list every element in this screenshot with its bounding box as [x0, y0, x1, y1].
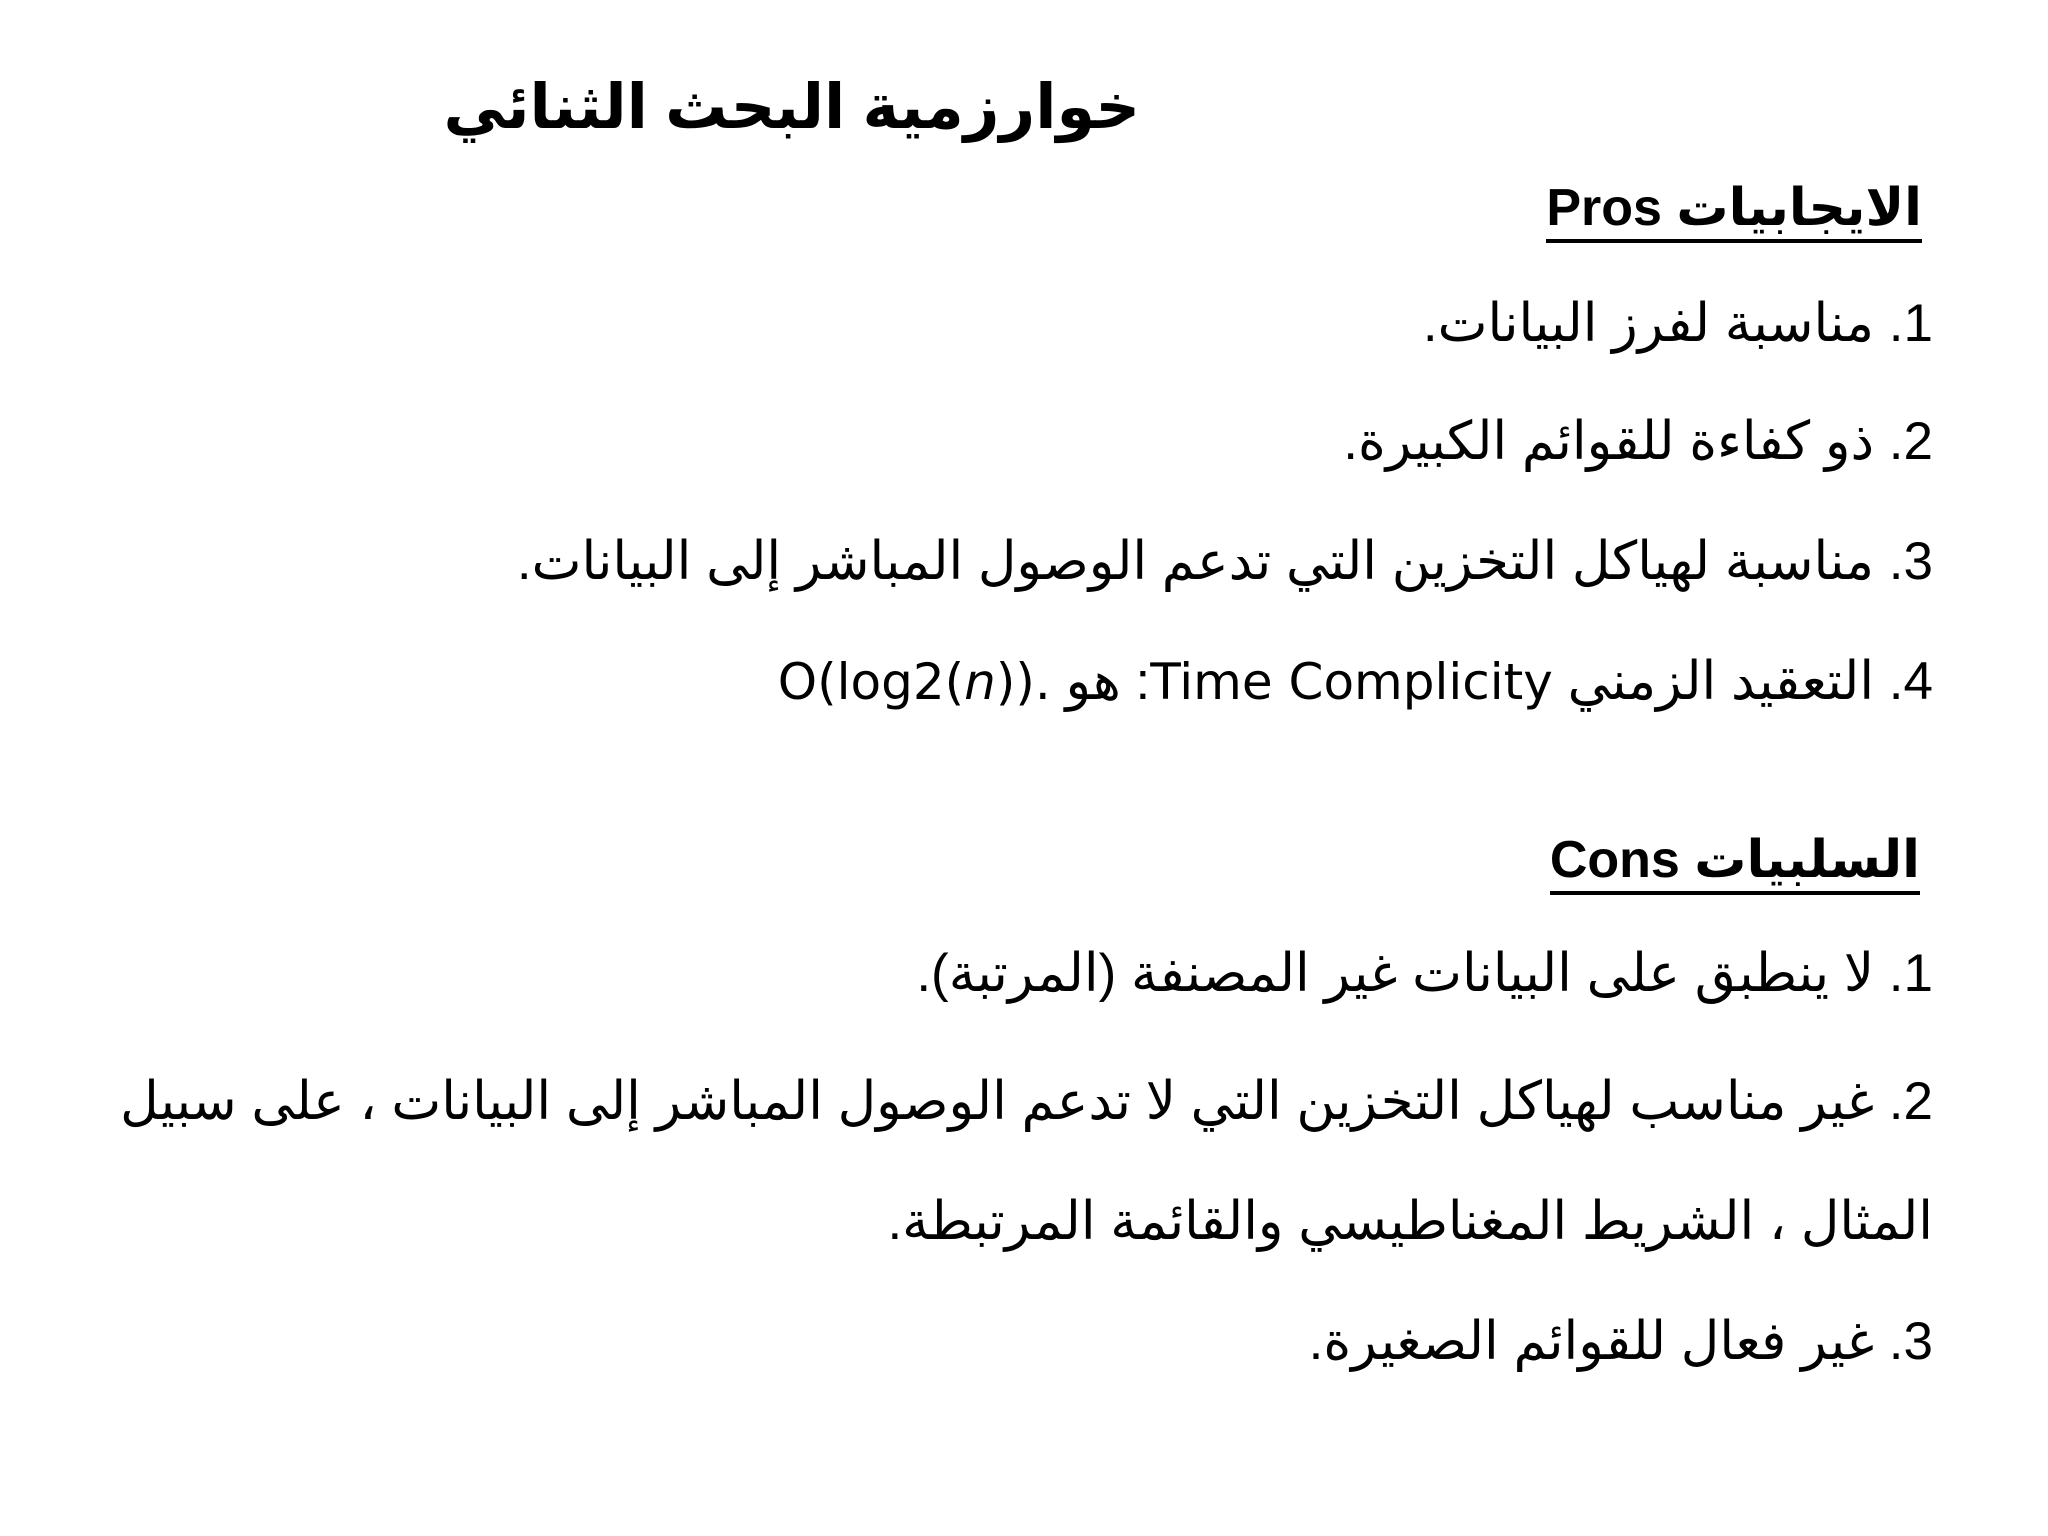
- pros-heading: الايجابيات Pros: [1546, 180, 1922, 243]
- item-number: 1.: [1888, 944, 1933, 1003]
- cons-heading: السلبيات Cons: [1550, 832, 1920, 895]
- time-complexity-label: Time Complicity: [1150, 653, 1553, 711]
- pros-item-4: [778, 650, 1933, 714]
- item-number: 4.: [1888, 652, 1933, 711]
- item-text: غير مناسب لهياكل التخزين التي لا تدعم الوصول المباشر إلى البيانات ، على سبيل: [120, 1072, 1889, 1131]
- slide-title: خوارزمية البحث الثنائي: [443, 73, 1140, 142]
- item-text: ذو كفاءة للقوائم الكبيرة.: [1343, 412, 1889, 471]
- pros-item-1: [1423, 292, 1933, 356]
- item-text: التعقيد الزمني: [1552, 652, 1889, 711]
- formula-variable: n: [964, 653, 996, 711]
- formula-prefix: O(log2(: [777, 653, 965, 711]
- cons-item-2-continuation: المثال ، الشريط المغناطيسي والقائمة المرتبطة.: [887, 1192, 1933, 1251]
- item-text: مناسبة لهياكل التخزين التي تدعم الوصول المباشر إلى البيانات.: [516, 532, 1889, 591]
- item-number: 3.: [1888, 1312, 1933, 1371]
- formula-suffix: )).: [995, 653, 1051, 711]
- item-number: 2.: [1888, 412, 1933, 471]
- item-number: 3.: [1888, 532, 1933, 591]
- item-number: 1.: [1888, 294, 1933, 353]
- pros-item-2: [1343, 410, 1933, 474]
- item-number: 2.: [1888, 1072, 1933, 1131]
- item-text-is: : هو: [1050, 652, 1151, 711]
- pros-item-3: [517, 530, 1933, 594]
- cons-item-1: [916, 942, 1933, 1006]
- item-text: لا ينطبق على البيانات غير المصنفة (المرتبة).: [916, 944, 1889, 1003]
- item-text: مناسبة لفرز البيانات.: [1422, 294, 1889, 353]
- cons-item-2: [120, 1070, 1933, 1134]
- complexity-formula: [778, 653, 1051, 711]
- cons-item-3: [1309, 1310, 1933, 1374]
- item-text: غير فعال للقوائم الصغيرة.: [1308, 1312, 1889, 1371]
